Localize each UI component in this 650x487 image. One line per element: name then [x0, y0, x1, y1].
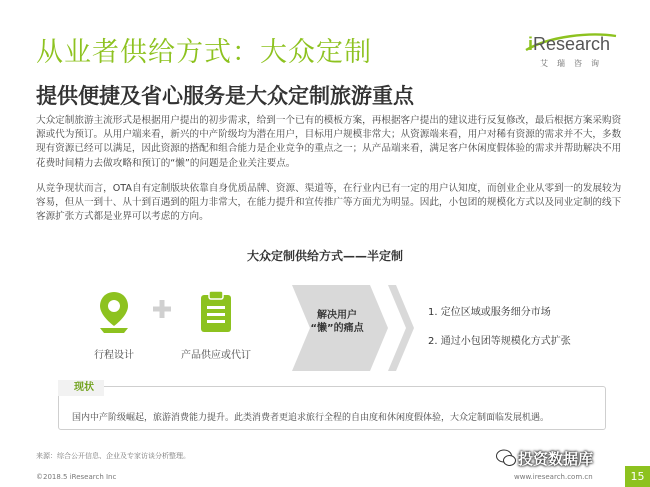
- point-2: 2. 通过小包团等规模化方式扩张: [428, 336, 571, 347]
- body-paragraph-1: 大众定制旅游主流形式是根据用户提出的初步需求，给到一个已有的模板方案，再根据客户提出的建议进行反复修改，最后根据方案采购资源或代为预订。从用户端来看，新兴的中产阶级均为潜在用户，目标用户规模非常大；从资源端来看，用户对稀有资源的需求并不大，多数现有资源已经可以满足，因此资源的搭配和组合能力是企业竞争的重点之一；从产品端来看，满足客户休闲度假体验的需求并帮助解决不用花费时间精力去做攻略和预订的“懒”的问题是企业关注要点。: [36, 115, 622, 169]
- wechat-icon: [496, 449, 516, 467]
- status-box: [58, 386, 606, 430]
- pain-point-line-2: “懒”的痛点: [310, 323, 364, 334]
- body-paragraph-2: 从竞争现状而言，OTA自有定制版块依靠自身优质品牌、资源、渠道等，在行业内已有一定的用户认知度，而创业企业从零到一的发展较为容易，但从一到十、从十到百遇到的阻力非常大，在能力提升和宣传推广等方面尤为明显。因此，小包团的规模化方式以及同业定制的线下客源扩张方式都是业界可以考虑的方向。: [36, 183, 622, 223]
- watermark: 投资数据库: [518, 450, 594, 468]
- plus-icon: [153, 300, 171, 318]
- point-1: 1. 定位区域或服务细分市场: [428, 307, 551, 318]
- diagram-title: 大众定制供给方式——半定制: [246, 249, 403, 263]
- status-tab: 现状: [58, 380, 104, 396]
- iresearch-logo: [520, 34, 620, 74]
- page-subtitle: 提供便捷及省心服务是大众定制旅游重点: [36, 84, 414, 108]
- website: www.iresearch.com.cn: [514, 473, 593, 481]
- source-note: 来源：综合公开信息、企业及专家访谈分析整理。: [36, 452, 190, 460]
- clipboard-icon: [198, 290, 234, 334]
- item-label-supply: 产品供应或代订: [181, 350, 251, 361]
- status-text: 国内中产阶级崛起，旅游消费能力提升。此类消费者更追求旅行全程的自由度和休闲度假体验，大众定制面临发展机遇。: [72, 413, 550, 423]
- pain-point-line-1: 解决用户: [317, 310, 357, 321]
- page-number: 15: [625, 466, 650, 487]
- copyright: ©2018.5 iResearch Inc: [36, 473, 117, 481]
- logo-wordmark: iResearch: [528, 34, 611, 54]
- logo-chinese-name: 艾瑞咨询: [540, 59, 608, 68]
- map-pin-icon: [96, 290, 132, 334]
- page-title: 从业者供给方式：大众定制: [36, 37, 372, 68]
- pain-point-text: [296, 309, 378, 335]
- item-label-itinerary: 行程设计: [94, 350, 134, 361]
